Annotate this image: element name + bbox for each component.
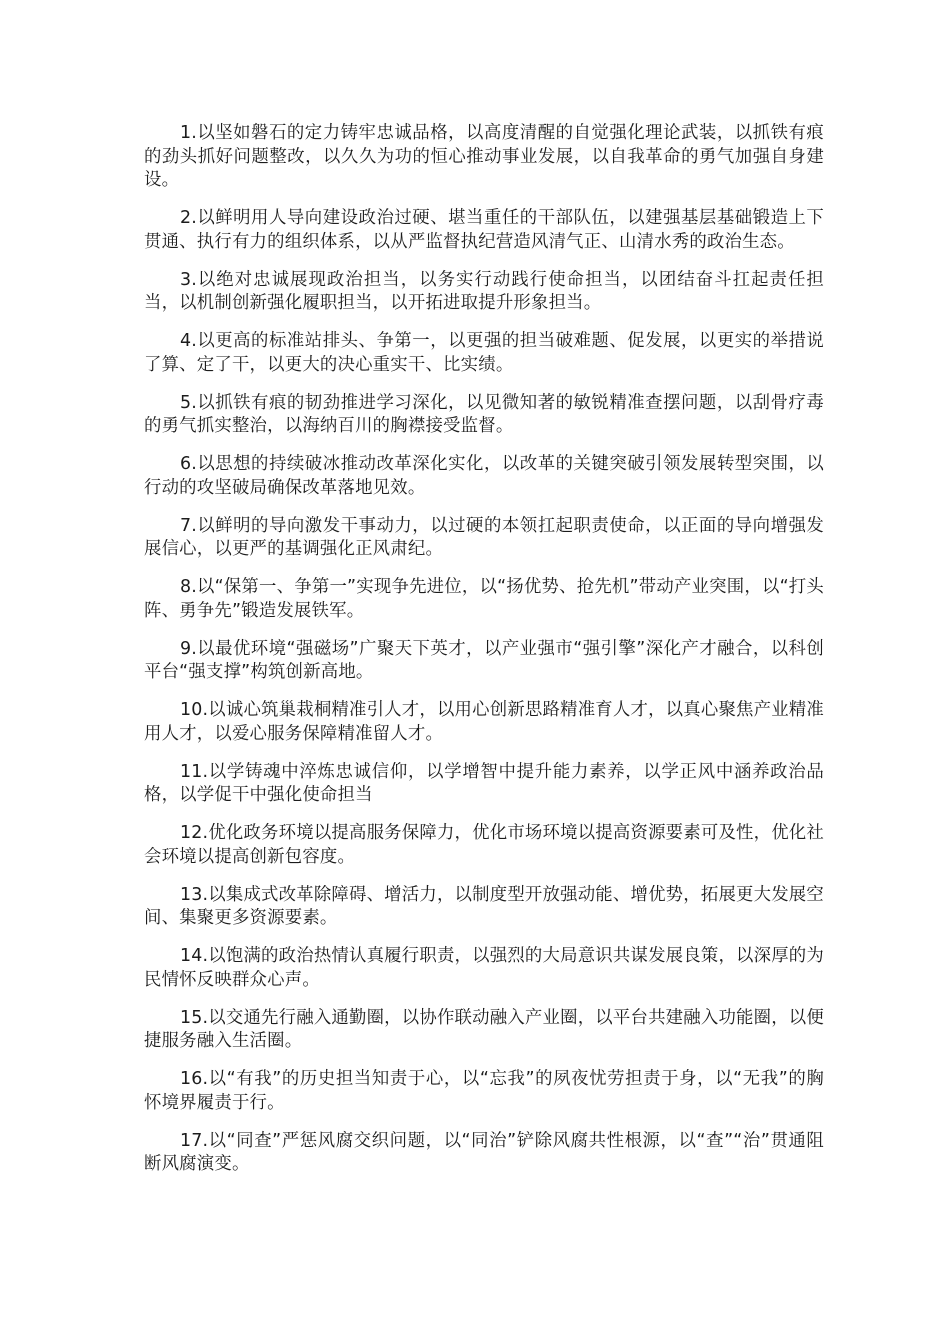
- paragraph-15: 15.以交通先行融入通勤圈，以协作联动融入产业圈，以平台共建融入功能圈，以便捷服务融入生活圈。: [144, 1007, 824, 1051]
- paragraph-13: 13.以集成式改革除障碍、增活力，以制度型开放强动能、增优势，拓展更大发展空间、集聚更多资源要素。: [144, 884, 824, 928]
- paragraph-12: 12.优化政务环境以提高服务保障力，优化市场环境以提高资源要素可及性，优化社会环境以提高创新包容度。: [144, 823, 824, 867]
- paragraph-17: 17.以“同查”严惩风腐交织问题，以“同治”铲除风腐共性根源，以“查”“治”贯通阻断风腐演变。: [144, 1130, 824, 1174]
- paragraph-5: 5.以抓铁有痕的韧劲推进学习深化，以见微知著的敏锐精准查摆问题，以刮骨疗毒的勇气抓实整治，以海纳百川的胸襟接受监督。: [144, 392, 824, 436]
- paragraph-16: 16.以“有我”的历史担当知责于心，以“忘我”的夙夜忧劳担责于身，以“无我”的胸怀境界履责于行。: [144, 1069, 824, 1113]
- paragraph-1: 1.以坚如磐石的定力铸牢忠诚品格，以高度清醒的自觉强化理论武装，以抓铁有痕的劲头抓好问题整改，以久久为功的恒心推动事业发展，以自我革命的勇气加强自身建设。: [144, 123, 824, 190]
- paragraph-3: 3.以绝对忠诚展现政治担当，以务实行动践行使命担当，以团结奋斗扛起责任担当，以机制创新强化履职担当，以开拓进取提升形象担当。: [144, 269, 824, 313]
- paragraph-6: 6.以思想的持续破冰推动改革深化实化，以改革的关键突破引领发展转型突围，以行动的攻坚破局确保改革落地见效。: [144, 454, 824, 498]
- paragraph-4: 4.以更高的标准站排头、争第一，以更强的担当破难题、促发展，以更实的举措说了算、定了干，以更大的决心重实干、比实绩。: [144, 331, 824, 375]
- paragraph-7: 7.以鲜明的导向激发干事动力，以过硬的本领扛起职责使命，以正面的导向增强发展信心，以更严的基调强化正风肃纪。: [144, 515, 824, 559]
- paragraph-9: 9.以最优环境“强磁场”广聚天下英才，以产业强市“强引擎”深化产才融合，以科创平台“强支撑”构筑创新高地。: [144, 638, 824, 682]
- paragraph-14: 14.以饱满的政治热情认真履行职责，以强烈的大局意识共谋发展良策，以深厚的为民情怀反映群众心声。: [144, 946, 824, 990]
- paragraph-11: 11.以学铸魂中淬炼忠诚信仰，以学增智中提升能力素养，以学正风中涵养政治品格，以学促干中强化使命担当: [144, 761, 824, 805]
- paragraph-8: 8.以“保第一、争第一”实现争先进位，以“扬优势、抢先机”带动产业突围，以“打头阵、勇争先”锻造发展铁军。: [144, 577, 824, 621]
- paragraph-2: 2.以鲜明用人导向建设政治过硬、堪当重任的干部队伍，以建强基层基础锻造上下贯通、执行有力的组织体系，以从严监督执纪营造风清气正、山清水秀的政治生态。: [144, 208, 824, 252]
- document-body: [144, 122, 824, 1191]
- paragraph-10: 10.以诚心筑巢栽桐精准引人才，以用心创新思路精准育人才，以真心聚焦产业精准用人才，以爱心服务保障精准留人才。: [144, 700, 824, 744]
